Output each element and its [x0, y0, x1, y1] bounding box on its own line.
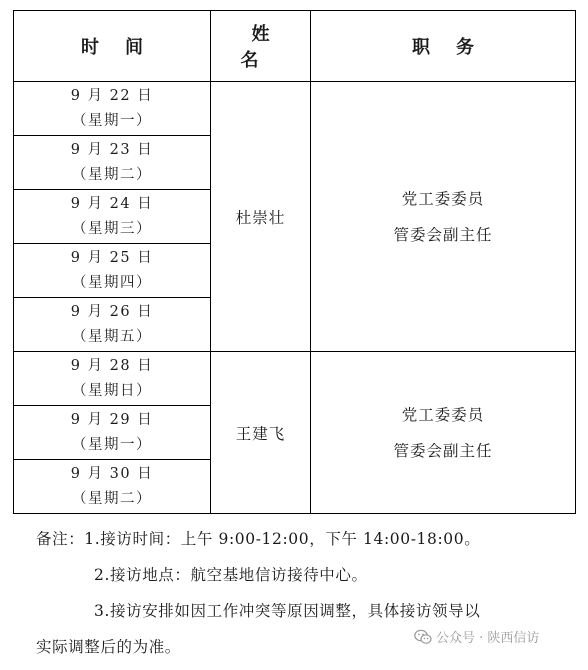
- note-line-3: 3.接访安排如因工作冲突等原因调整，具体接访领导以: [94, 602, 481, 620]
- note-line-1: 备注：1.接访时间：上午 9:00-12:00，下午 14:00-18:00。: [36, 530, 481, 548]
- weekday-text: （星期一）: [72, 436, 152, 453]
- weekday-text: （星期三）: [72, 220, 152, 237]
- header-name: 姓名: [211, 11, 311, 82]
- position-cell: [311, 82, 576, 352]
- date-cell: [14, 136, 211, 190]
- weekday-text: （星期一）: [72, 112, 152, 129]
- date-text: 9 月 24 日: [70, 195, 154, 212]
- date-text: 9 月 26 日: [70, 303, 154, 320]
- weekday-text: （星期二）: [72, 490, 152, 507]
- watermark: [414, 627, 539, 646]
- date-cell: [14, 244, 211, 298]
- date-cell: [14, 82, 211, 136]
- position-line: 管委会副主任: [393, 225, 493, 244]
- leader-name: 王建飞: [235, 424, 286, 443]
- date-text: 9 月 29 日: [70, 411, 154, 428]
- date-text: 9 月 22 日: [70, 87, 154, 104]
- header-position: 职务: [311, 11, 576, 82]
- weekday-text: （星期日）: [72, 382, 152, 399]
- weekday-text: （星期四）: [72, 274, 152, 291]
- date-cell: [14, 298, 211, 352]
- table-row: [14, 352, 576, 406]
- date-text: 9 月 23 日: [70, 141, 154, 158]
- note-line-4: 实际调整后的为准。: [36, 638, 181, 656]
- name-cell: [211, 352, 311, 514]
- weekday-text: （星期五）: [72, 328, 152, 345]
- wechat-icon: [414, 629, 432, 645]
- date-text: 9 月 25 日: [70, 249, 154, 266]
- position-cell: [311, 352, 576, 514]
- date-text: 9 月 30 日: [70, 465, 154, 482]
- date-text: 9 月 28 日: [70, 357, 154, 374]
- weekday-text: （星期二）: [72, 166, 152, 183]
- position-line: 党工委委员: [401, 189, 485, 208]
- table-row: [14, 82, 576, 136]
- leader-name: 杜崇壮: [235, 208, 286, 227]
- date-cell: [14, 406, 211, 460]
- reception-schedule-table: [13, 10, 576, 514]
- date-cell: [14, 190, 211, 244]
- date-cell: [14, 352, 211, 406]
- note-line-2: 2.接访地点：航空基地信访接待中心。: [94, 566, 368, 584]
- position-line: 党工委委员: [401, 405, 485, 424]
- notes-block: [36, 526, 576, 670]
- header-time: 时间: [14, 11, 211, 82]
- watermark-text: 公众号 · 陕西信访: [436, 631, 540, 646]
- table-header-row: [14, 11, 576, 82]
- name-cell: [211, 82, 311, 352]
- date-cell: [14, 460, 211, 514]
- position-line: 管委会副主任: [393, 441, 493, 460]
